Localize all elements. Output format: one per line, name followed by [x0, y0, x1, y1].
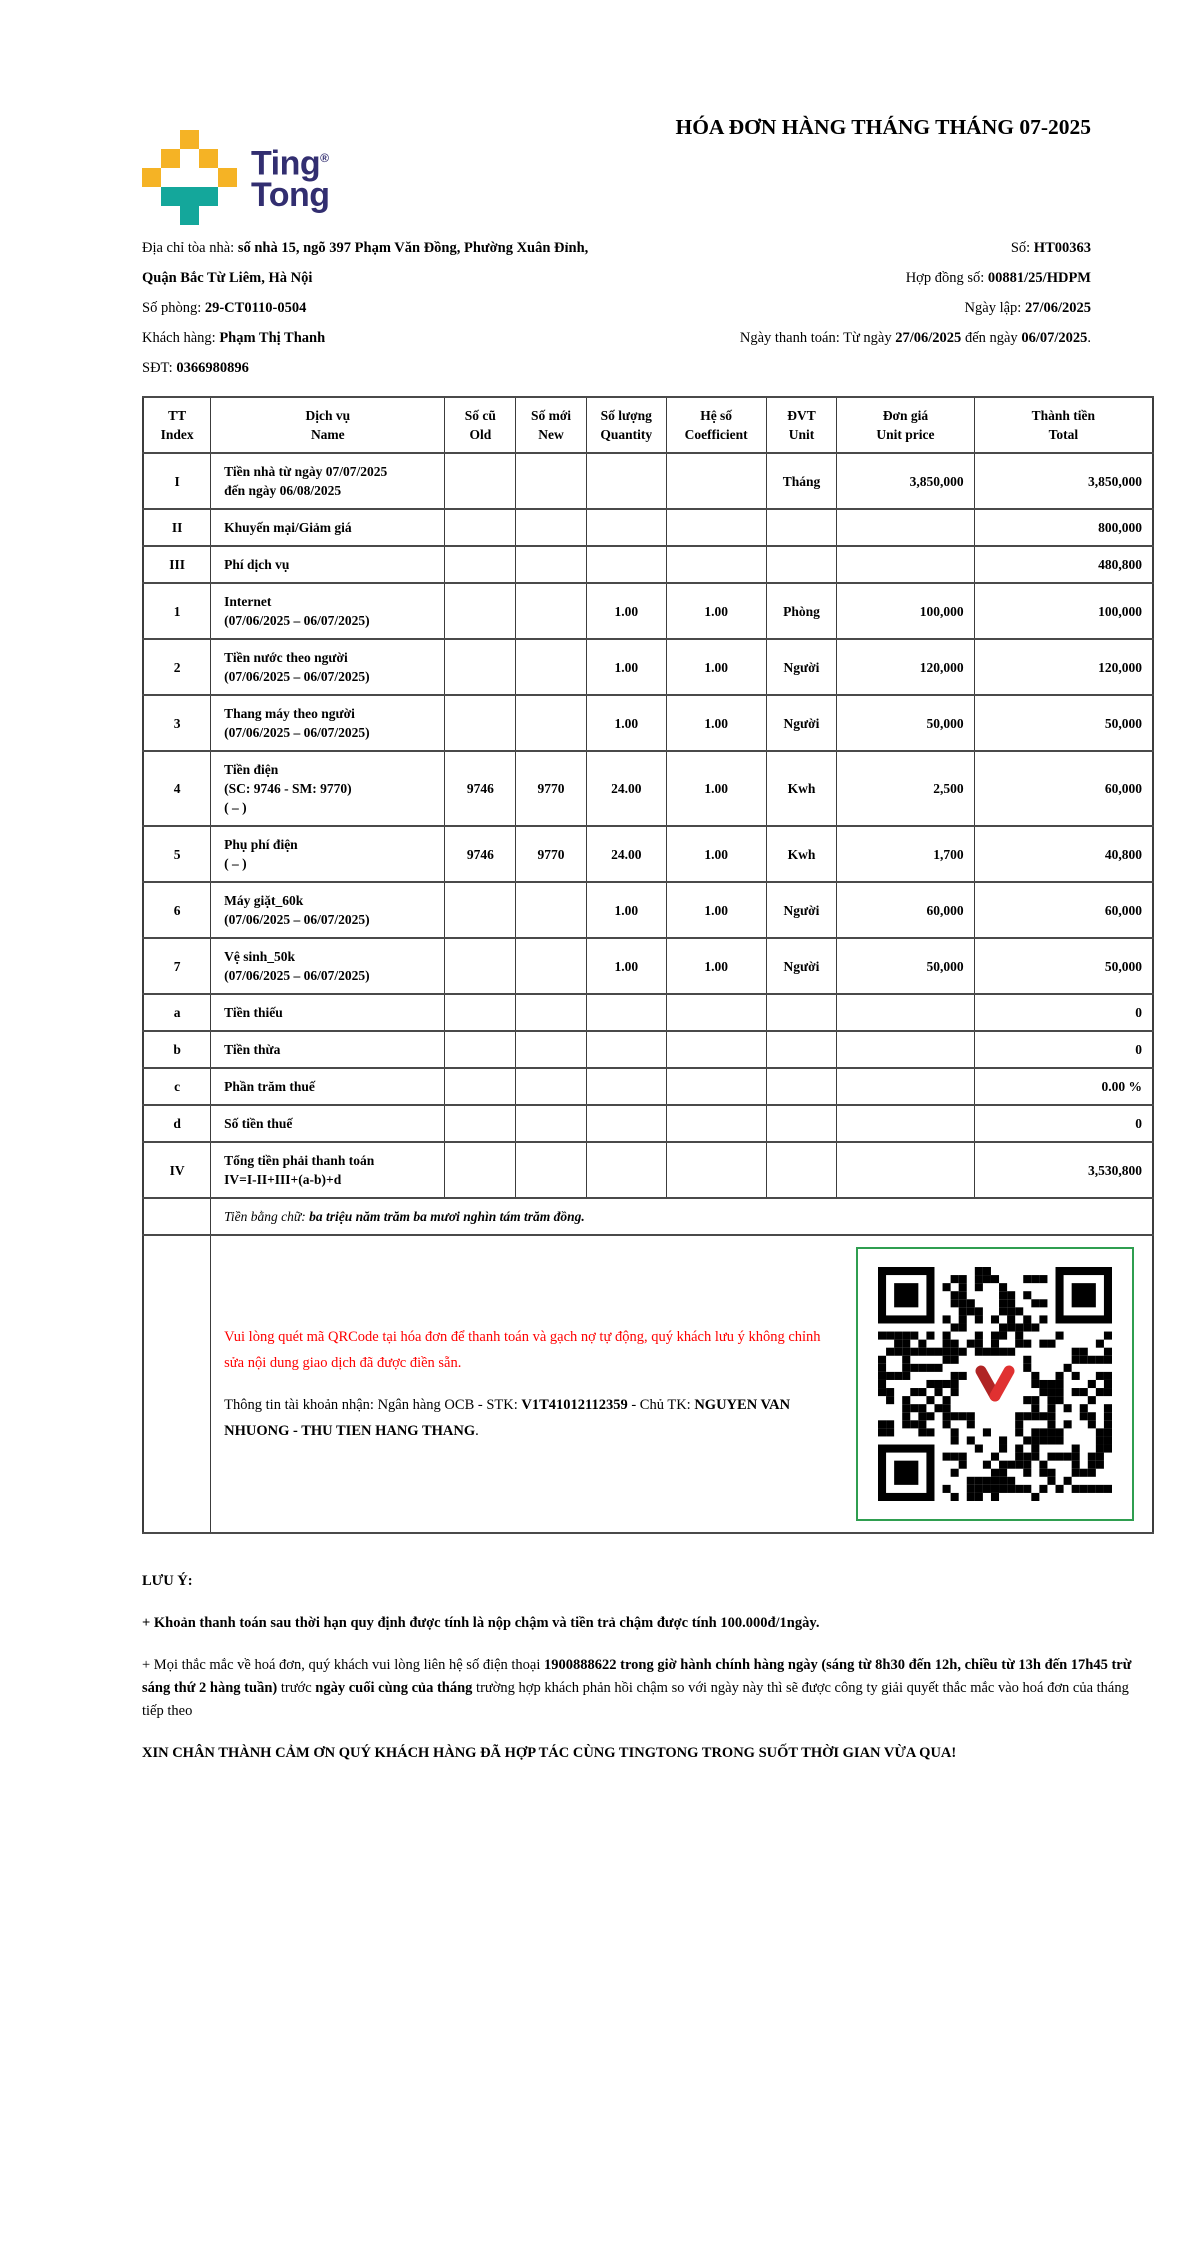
- cell-new-reading: [516, 1031, 587, 1068]
- cell-new-reading: [516, 453, 587, 509]
- customer-value: Phạm Thị Thanh: [219, 330, 326, 346]
- empty-index-cell: [143, 1198, 211, 1235]
- empty-index-cell: [143, 1235, 211, 1533]
- cell-unit: Người: [766, 938, 837, 994]
- cell-coefficient: [666, 1105, 766, 1142]
- cell-service-name: Tổng tiền phải thanh toán IV=I-II+III+(a-b)+d: [211, 1142, 445, 1198]
- info-right-column: [612, 233, 1091, 383]
- cell-service-name: Tiền thừa: [211, 1031, 445, 1068]
- header-old: Số cũ Old: [445, 397, 516, 453]
- info-left-column: [142, 233, 612, 383]
- cell-new-reading: 9770: [516, 826, 587, 882]
- header-name: Dịch vụ Name: [211, 397, 445, 453]
- table-row: [143, 546, 1153, 583]
- bank-account-text: Thông tin tài khoản nhận: Ngân hàng OCB - STK: V1T41012112359 - Chủ TK: NGUYEN VAN NHUONG - THU TIEN HANG THANG.: [224, 1397, 791, 1439]
- cell-service-name: Internet (07/06/2025 – 06/07/2025): [211, 583, 445, 639]
- cell-index: a: [143, 994, 211, 1031]
- cell-index: c: [143, 1068, 211, 1105]
- table-row: [143, 1068, 1153, 1105]
- tingtong-logo: [142, 130, 330, 225]
- cell-old-reading: [445, 882, 516, 938]
- cell-new-reading: [516, 994, 587, 1031]
- hotline-note: + Mọi thắc mắc về hoá đơn, quý khách vui lòng liên hệ số điện thoại 1900888622 trong giờ hành chính hàng ngày (sáng từ 8h30 đến 12h, chiều từ 13h đến 17h45 trừ sáng thứ 2 hàng tuần) trước ngày cuối cùng của tháng trường hợp khách phản hồi chậm so với ngày này thì sẽ được công ty giải quyết thắc mắc vào hoá đơn của tháng tiếp theo: [142, 1657, 1132, 1719]
- cell-coefficient: [666, 1031, 766, 1068]
- cell-quantity: [586, 1031, 666, 1068]
- header-unit-price: Đơn giá Unit price: [837, 397, 974, 453]
- cell-coefficient: 1.00: [666, 826, 766, 882]
- cell-old-reading: [445, 938, 516, 994]
- building-address-line: [142, 233, 612, 293]
- cell-service-name: Phụ phí điện ( – ): [211, 826, 445, 882]
- cell-index: 2: [143, 639, 211, 695]
- cell-total: 0: [974, 1105, 1153, 1142]
- cell-index: 4: [143, 751, 211, 826]
- cell-unit: [766, 546, 837, 583]
- amount-in-words-value: ba triệu năm trăm ba mươi nghìn tám trăm đồng.: [309, 1209, 585, 1224]
- cell-unit: [766, 1068, 837, 1105]
- cell-quantity: 1.00: [586, 882, 666, 938]
- cell-old-reading: [445, 1105, 516, 1142]
- table-row: [143, 695, 1153, 751]
- cell-coefficient: [666, 546, 766, 583]
- cell-coefficient: [666, 1068, 766, 1105]
- table-row: [143, 1105, 1153, 1142]
- cell-index: b: [143, 1031, 211, 1068]
- cell-service-name: Vệ sinh_50k (07/06/2025 – 06/07/2025): [211, 938, 445, 994]
- table-row: [143, 938, 1153, 994]
- qr-payment-row: [143, 1235, 1153, 1533]
- invoice-info: [142, 233, 1154, 383]
- cell-unit: [766, 994, 837, 1031]
- cell-unit: Kwh: [766, 751, 837, 826]
- phone-value: 0366980896: [176, 360, 249, 376]
- invoice-title: HÓA ĐƠN HÀNG THÁNG THÁNG 07-2025: [675, 115, 1091, 139]
- cell-coefficient: 1.00: [666, 751, 766, 826]
- cell-index: 5: [143, 826, 211, 882]
- cell-old-reading: [445, 453, 516, 509]
- issue-date-value: 27/06/2025: [1024, 300, 1091, 316]
- tingtong-logo-icon: [142, 130, 237, 225]
- cell-unit-price: 100,000: [837, 583, 974, 639]
- cell-old-reading: 9746: [445, 751, 516, 826]
- cell-quantity: [586, 1142, 666, 1198]
- cell-new-reading: [516, 882, 587, 938]
- cell-quantity: [586, 994, 666, 1031]
- cell-quantity: [586, 1105, 666, 1142]
- cell-new-reading: [516, 639, 587, 695]
- cell-unit-price: [837, 509, 974, 546]
- cell-unit-price: [837, 1142, 974, 1198]
- cell-unit: Người: [766, 639, 837, 695]
- cell-coefficient: 1.00: [666, 583, 766, 639]
- cell-total: 3,850,000: [974, 453, 1153, 509]
- cell-coefficient: 1.00: [666, 938, 766, 994]
- cell-new-reading: [516, 509, 587, 546]
- cell-unit: [766, 1031, 837, 1068]
- table-row: [143, 453, 1153, 509]
- invoice-header: [142, 0, 1154, 225]
- cell-quantity: 1.00: [586, 583, 666, 639]
- cell-index: III: [143, 546, 211, 583]
- amount-in-words-label: Tiền bằng chữ:: [224, 1209, 310, 1224]
- cell-service-name: Tiền thiếu: [211, 994, 445, 1031]
- account-holder: NGUYEN VAN NHUONG - THU TIEN HANG THANG: [224, 1397, 791, 1439]
- cell-unit: [766, 509, 837, 546]
- cell-unit: [766, 1105, 837, 1142]
- notes-heading: LƯU Ý:: [142, 1573, 193, 1589]
- vietqr-heart-icon: [967, 1358, 1023, 1410]
- cell-unit-price: 50,000: [837, 938, 974, 994]
- table-row: [143, 751, 1153, 826]
- cell-service-name: Số tiền thuế: [211, 1105, 445, 1142]
- header-index: TT Index: [143, 397, 211, 453]
- cell-index: II: [143, 509, 211, 546]
- cell-old-reading: [445, 1031, 516, 1068]
- payment-period-line: Ngày thanh toán: Từ ngày 27/06/2025 đến ngày 06/07/2025.: [739, 330, 1091, 346]
- cell-service-name: Phí dịch vụ: [211, 546, 445, 583]
- table-row: [143, 509, 1153, 546]
- cell-unit-price: [837, 1068, 974, 1105]
- cell-total: 120,000: [974, 639, 1153, 695]
- cell-old-reading: [445, 695, 516, 751]
- cell-quantity: [586, 546, 666, 583]
- cell-unit-price: [837, 1105, 974, 1142]
- cell-total: 50,000: [974, 938, 1153, 994]
- cell-total: 60,000: [974, 751, 1153, 826]
- table-row: [143, 639, 1153, 695]
- footer-notes: [142, 1570, 1154, 1765]
- cell-service-name: Khuyến mại/Giảm giá: [211, 509, 445, 546]
- cell-total: 0.00 %: [974, 1068, 1153, 1105]
- cell-unit-price: [837, 994, 974, 1031]
- qr-code-image: [856, 1247, 1134, 1521]
- cell-coefficient: 1.00: [666, 695, 766, 751]
- table-row: [143, 583, 1153, 639]
- cell-total: 0: [974, 1031, 1153, 1068]
- address-value: số nhà 15, ngõ 397 Phạm Văn Đồng, Phường Xuân Đỉnh, Quận Bắc Từ Liêm, Hà Nội: [142, 240, 589, 286]
- cell-total: 60,000: [974, 882, 1153, 938]
- tingtong-logo-text: [251, 142, 330, 215]
- cell-index: 7: [143, 938, 211, 994]
- amount-in-words-cell: [211, 1198, 1153, 1235]
- header-coefficient: Hệ số Coefficient: [666, 397, 766, 453]
- cell-old-reading: [445, 509, 516, 546]
- cell-service-name: Thang máy theo người (07/06/2025 – 06/07/2025): [211, 695, 445, 751]
- payment-instructions: [224, 1324, 824, 1444]
- customer-label: Khách hàng:: [142, 330, 220, 346]
- contract-number-line: Hợp đồng số: 00881/25/HDPM: [905, 270, 1091, 286]
- cell-coefficient: [666, 453, 766, 509]
- cell-quantity: 1.00: [586, 938, 666, 994]
- cell-unit: Người: [766, 882, 837, 938]
- room-number-line: [142, 293, 612, 323]
- cell-new-reading: [516, 1142, 587, 1198]
- cell-unit-price: 60,000: [837, 882, 974, 938]
- cell-old-reading: 9746: [445, 826, 516, 882]
- cell-old-reading: [445, 1068, 516, 1105]
- cell-index: I: [143, 453, 211, 509]
- cell-total: 800,000: [974, 509, 1153, 546]
- cell-coefficient: [666, 1142, 766, 1198]
- account-number: V1T41012112359: [521, 1397, 628, 1413]
- table-row: [143, 826, 1153, 882]
- cell-new-reading: [516, 1105, 587, 1142]
- cell-service-name: Tiền nước theo người (07/06/2025 – 06/07/2025): [211, 639, 445, 695]
- cell-total: 3,530,800: [974, 1142, 1153, 1198]
- cell-old-reading: [445, 994, 516, 1031]
- cell-new-reading: [516, 938, 587, 994]
- header-quantity: Số lượng Quantity: [586, 397, 666, 453]
- cell-unit-price: 3,850,000: [837, 453, 974, 509]
- cell-old-reading: [445, 1142, 516, 1198]
- address-label: Địa chỉ tòa nhà:: [142, 240, 238, 256]
- cell-quantity: 24.00: [586, 751, 666, 826]
- cell-unit-price: [837, 1031, 974, 1068]
- late-payment-note: + Khoản thanh toán sau thời hạn quy định được tính là nộp chậm và tiền trả chậm được tính 100.000đ/1ngày.: [142, 1615, 820, 1631]
- cell-quantity: 1.00: [586, 639, 666, 695]
- cell-new-reading: [516, 1068, 587, 1105]
- cell-unit-price: 120,000: [837, 639, 974, 695]
- cell-unit: Người: [766, 695, 837, 751]
- cell-unit: Kwh: [766, 826, 837, 882]
- brand-line2: Tong: [251, 176, 330, 215]
- table-header-row: [143, 397, 1153, 453]
- cell-quantity: [586, 453, 666, 509]
- cell-coefficient: [666, 509, 766, 546]
- issue-date-line: Ngày lập: 27/06/2025: [964, 300, 1091, 316]
- table-row: [143, 1031, 1153, 1068]
- cell-coefficient: 1.00: [666, 882, 766, 938]
- cell-new-reading: [516, 583, 587, 639]
- registered-mark: ®: [320, 151, 329, 165]
- cell-old-reading: [445, 583, 516, 639]
- cell-unit-price: [837, 546, 974, 583]
- cell-old-reading: [445, 639, 516, 695]
- cell-quantity: [586, 509, 666, 546]
- cell-old-reading: [445, 546, 516, 583]
- cell-new-reading: 9770: [516, 751, 587, 826]
- cell-coefficient: [666, 994, 766, 1031]
- invoice-table: [142, 396, 1154, 1534]
- hotline-number: 1900888622 trong giờ hành chính hàng ngày (sáng từ 8h30 đến 12h, chiều từ 13h đến 17h45 trừ sáng thứ 2 hàng tuần): [142, 1657, 1132, 1696]
- cell-index: d: [143, 1105, 211, 1142]
- cell-index: IV: [143, 1142, 211, 1198]
- cell-quantity: [586, 1068, 666, 1105]
- cell-total: 0: [974, 994, 1153, 1031]
- table-row: [143, 994, 1153, 1031]
- customer-line: [142, 323, 612, 353]
- invoice-number-value: HT00363: [1033, 240, 1091, 256]
- header-unit: ĐVT Unit: [766, 397, 837, 453]
- cell-unit-price: 2,500: [837, 751, 974, 826]
- cell-total: 50,000: [974, 695, 1153, 751]
- room-label: Số phòng:: [142, 300, 205, 316]
- cell-index: 3: [143, 695, 211, 751]
- contract-number-value: 00881/25/HDPM: [987, 270, 1091, 286]
- phone-label: SĐT:: [142, 360, 177, 376]
- table-row: [143, 882, 1153, 938]
- payment-to-date: 06/07/2025: [1021, 330, 1088, 346]
- cell-quantity: 1.00: [586, 695, 666, 751]
- amount-in-words-row: [143, 1198, 1153, 1235]
- table-row: [143, 1142, 1153, 1198]
- cell-new-reading: [516, 546, 587, 583]
- cell-total: 100,000: [974, 583, 1153, 639]
- cell-unit-price: 1,700: [837, 826, 974, 882]
- room-value: 29-CT0110-0504: [204, 300, 307, 316]
- qr-warning-text: Vui lòng quét mã QRCode tại hóa đơn để thanh toán và gạch nợ tự động, quý khách lưu ý không chỉnh sửa nội dung giao dịch đã được điền sẵn.: [224, 1329, 821, 1371]
- invoice-number-line: Số: HT00363: [1010, 240, 1091, 256]
- cell-unit: [766, 1142, 837, 1198]
- invoice-content: [142, 0, 1154, 1784]
- brand-line1: Ting: [251, 144, 321, 183]
- cell-quantity: 24.00: [586, 826, 666, 882]
- payment-from-date: 27/06/2025: [895, 330, 962, 346]
- qr-payment-cell: [211, 1235, 1153, 1533]
- cell-unit: Tháng: [766, 453, 837, 509]
- cell-unit: Phòng: [766, 583, 837, 639]
- cell-coefficient: 1.00: [666, 639, 766, 695]
- cell-total: 480,800: [974, 546, 1153, 583]
- header-total: Thành tiền Total: [974, 397, 1153, 453]
- cell-total: 40,800: [974, 826, 1153, 882]
- cell-unit-price: 50,000: [837, 695, 974, 751]
- cell-service-name: Phần trăm thuế: [211, 1068, 445, 1105]
- header-new: Số mới New: [516, 397, 587, 453]
- phone-line: [142, 353, 612, 383]
- cell-service-name: Tiền nhà từ ngày 07/07/2025 đến ngày 06/08/2025: [211, 453, 445, 509]
- cell-new-reading: [516, 695, 587, 751]
- cell-index: 1: [143, 583, 211, 639]
- thank-you-message: XIN CHÂN THÀNH CẢM ƠN QUÝ KHÁCH HÀNG ĐÃ HỢP TÁC CÙNG TINGTONG TRONG SUỐT THỜI GIAN VỪA QUA!: [142, 1745, 957, 1761]
- cell-service-name: Tiền điện (SC: 9746 - SM: 9770) ( – ): [211, 751, 445, 826]
- cell-service-name: Máy giặt_60k (07/06/2025 – 06/07/2025): [211, 882, 445, 938]
- cell-index: 6: [143, 882, 211, 938]
